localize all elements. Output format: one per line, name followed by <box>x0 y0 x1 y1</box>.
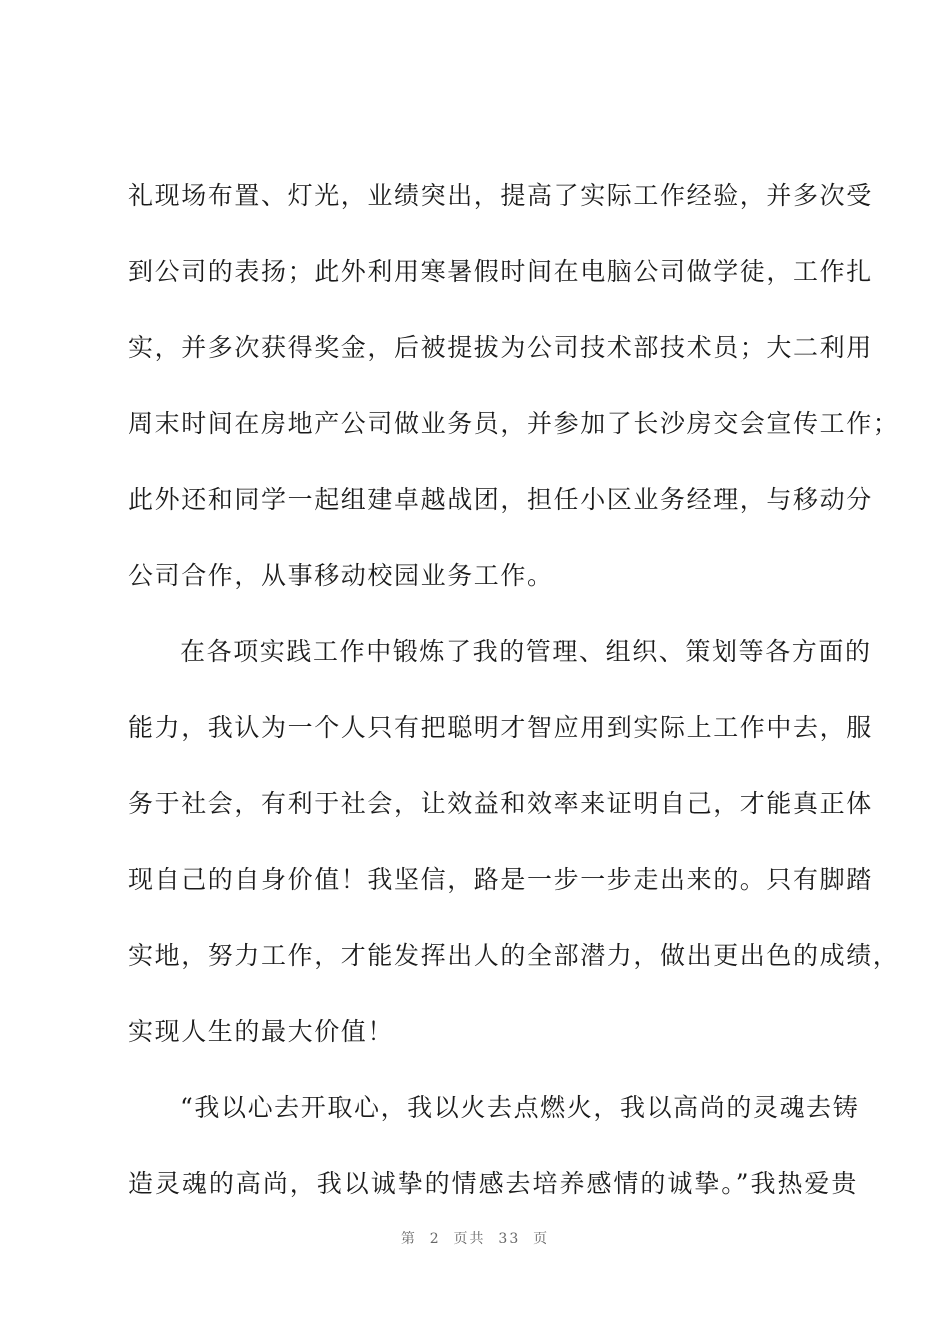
body-line-14: 造灵魂的高尚，我以诚挚的情感去培养感情的诚挚。”我热爱贵 <box>128 1169 858 1198</box>
body-line-8: 能力，我认为一个人只有把聪明才智应用到实际上工作中去，服 <box>128 713 873 742</box>
body-line-2: 到公司的表扬；此外利用寒暑假时间在电脑公司做学徒，工作扎 <box>128 257 873 286</box>
body-line-6: 公司合作，从事移动校园业务工作。 <box>128 561 554 590</box>
body-line-13: “我以心去开取心，我以火去点燃火，我以高尚的灵魂去铸 <box>180 1093 860 1122</box>
body-line-9: 务于社会，有利于社会，让效益和效率来证明自己，才能真正体 <box>128 789 873 818</box>
body-line-4: 周末时间在房地产公司做业务员，并参加了长沙房交会宣传工作； <box>128 409 900 438</box>
body-line-11: 实地，努力工作，才能发挥出人的全部潜力，做出更出色的成绩， <box>128 941 900 970</box>
body-line-1: 礼现场布置、灯光，业绩突出，提高了实际工作经验，并多次受 <box>128 181 873 210</box>
body-line-7: 在各项实践工作中锻炼了我的管理、组织、策划等各方面的 <box>180 637 872 666</box>
body-line-3: 实，并多次获得奖金，后被提拔为公司技术部技术员；大二利用 <box>128 333 873 362</box>
page-number-footer: 第 2 页共 33 页 <box>400 1231 550 1247</box>
body-line-12: 实现人生的最大价值！ <box>128 1017 395 1046</box>
body-line-5: 此外还和同学一起组建卓越战团，担任小区业务经理，与移动分 <box>128 485 873 514</box>
body-line-10: 现自己的自身价值！我坚信，路是一步一步走出来的。只有脚踏 <box>128 865 873 894</box>
